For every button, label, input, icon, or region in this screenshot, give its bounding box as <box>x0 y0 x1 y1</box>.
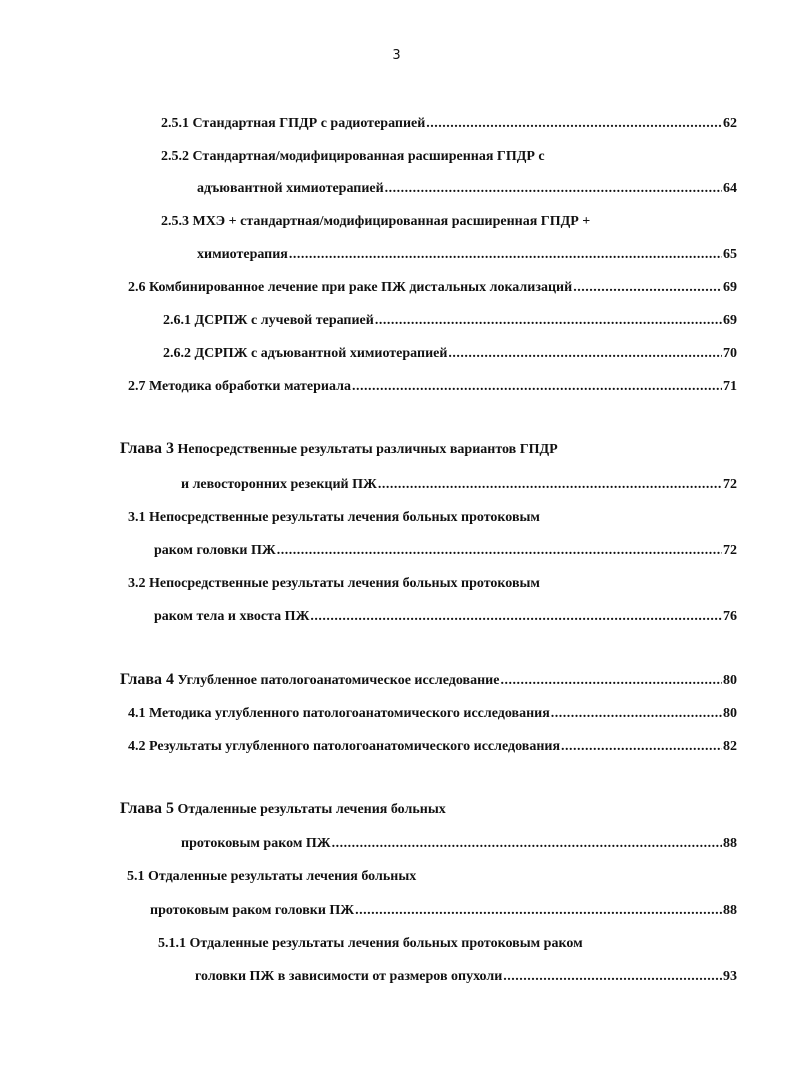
toc-entry-text: раком тела и хвоста ПЖ <box>154 609 310 624</box>
toc-entry-2-5-2-line2 <box>197 178 737 200</box>
toc-entry-text: 2.5.3 МХЭ + стандартная/модифицированная расширенная ГПДР + <box>161 214 591 229</box>
leader-dots <box>310 606 722 628</box>
toc-page-number: 64 <box>723 181 737 196</box>
toc-entry-3-1-line2 <box>154 540 737 562</box>
toc-entry-5-1-line2 <box>150 900 737 922</box>
toc-entry-text: 5.1 Отдаленные результаты лечения больных <box>127 869 417 884</box>
toc-page-number: 70 <box>723 346 737 361</box>
toc-entry-text: химиотерапия <box>197 247 288 262</box>
toc-entry-text: Отдаленные результаты лечения больных <box>177 802 446 817</box>
toc-page-number: 93 <box>723 969 737 984</box>
toc-page-number: 65 <box>723 247 737 262</box>
toc-entry-3-2-line1 <box>128 573 540 595</box>
toc-entry-4-2 <box>128 736 737 758</box>
toc-chapter-5-line1 <box>120 798 446 820</box>
chapter-label: Глава 4 <box>120 671 174 688</box>
toc-entry-text: 2.6 Комбинированное лечение при раке ПЖ дистальных локализаций <box>128 280 573 295</box>
toc-page-number: 80 <box>723 706 737 721</box>
toc-entry-text: 2.5.2 Стандартная/модифицированная расширенная ГПДР с <box>161 149 545 164</box>
toc-entry-5-1-1-line2 <box>195 966 737 988</box>
toc-entry-text: Углубленное патологоанатомическое исследование <box>177 673 500 688</box>
toc-entry-2-5-3-line1 <box>161 211 590 233</box>
toc-chapter-3-line2 <box>181 474 737 496</box>
page-number: 3 <box>392 48 401 63</box>
toc-page-number: 72 <box>723 477 737 492</box>
toc-page-number: 76 <box>723 609 737 624</box>
leader-dots <box>355 900 722 922</box>
toc-entry-2-7 <box>128 376 737 398</box>
leader-dots <box>426 113 722 135</box>
toc-chapter-5-line2 <box>181 833 737 855</box>
leader-dots <box>289 244 722 266</box>
toc-entry-4-1 <box>128 703 737 725</box>
toc-page-number: 62 <box>723 116 737 131</box>
toc-entry-text: 3.2 Непосредственные результаты лечения больных протоковым <box>128 576 540 591</box>
leader-dots <box>332 833 722 855</box>
leader-dots <box>378 474 722 496</box>
leader-dots <box>277 540 722 562</box>
toc-page-number: 72 <box>723 543 737 558</box>
toc-entry-text: 4.2 Результаты углубленного патологоанатомического исследования <box>128 739 561 754</box>
leader-dots <box>448 343 722 365</box>
toc-entry-2-6-1 <box>163 310 737 332</box>
leader-dots <box>352 376 722 398</box>
toc-entry-text: протоковым раком головки ПЖ <box>150 903 355 918</box>
toc-entry-2-6 <box>128 277 737 299</box>
chapter-label: Глава 5 <box>120 800 174 817</box>
toc-entry-text: 5.1.1 Отдаленные результаты лечения больных протоковым раком <box>158 936 583 951</box>
toc-page-number: 69 <box>723 313 737 328</box>
leader-dots <box>385 178 722 200</box>
toc-entry-text: 3.1 Непосредственные результаты лечения больных протоковым <box>128 510 540 525</box>
toc-entry-2-5-3-line2 <box>197 244 737 266</box>
leader-dots <box>551 703 722 725</box>
toc-entry-text: и левосторонних резекций ПЖ <box>181 477 377 492</box>
toc-entry-text: 2.5.1 Стандартная ГПДР с радиотерапией <box>161 116 426 131</box>
toc-entry-text: 2.6.2 ДСРПЖ с адъювантной химиотерапией <box>163 346 448 361</box>
toc-entry-text: раком головки ПЖ <box>154 543 276 558</box>
toc-entry-2-6-2 <box>163 343 737 365</box>
toc-entry-3-1-line1 <box>128 507 540 529</box>
toc-entry-text: протоковым раком ПЖ <box>181 836 331 851</box>
toc-entry-text: 2.6.1 ДСРПЖ с лучевой терапией <box>163 313 374 328</box>
leader-dots <box>500 670 722 692</box>
toc-page-number: 69 <box>723 280 737 295</box>
toc-entry-2-5-1 <box>161 113 737 135</box>
toc-entry-5-1-line1 <box>127 866 416 888</box>
toc-entry-5-1-1-line1 <box>158 933 583 955</box>
toc-entry-text: адъювантной химиотерапией <box>197 181 384 196</box>
leader-dots <box>503 966 722 988</box>
toc-page-number: 71 <box>723 379 737 394</box>
toc-page-number: 82 <box>723 739 737 754</box>
toc-entry-text: головки ПЖ в зависимости от размеров опухоли <box>195 969 503 984</box>
toc-entry-text: 2.7 Методика обработки материала <box>128 379 351 394</box>
toc-chapter-4 <box>120 669 737 691</box>
chapter-label: Глава 3 <box>120 440 174 457</box>
leader-dots <box>561 736 722 758</box>
toc-entry-2-5-2-line1 <box>161 146 545 168</box>
toc-page-number: 88 <box>723 836 737 851</box>
toc-entry-text: Непосредственные результаты различных вариантов ГПДР <box>177 442 558 457</box>
toc-entry-3-2-line2 <box>154 606 737 628</box>
toc-page-number: 80 <box>723 673 737 688</box>
leader-dots <box>375 310 722 332</box>
leader-dots <box>573 277 722 299</box>
toc-page-number: 88 <box>723 903 737 918</box>
toc-entry-text: 4.1 Методика углубленного патологоанатомического исследования <box>128 706 550 721</box>
toc-chapter-3-line1 <box>120 438 558 460</box>
